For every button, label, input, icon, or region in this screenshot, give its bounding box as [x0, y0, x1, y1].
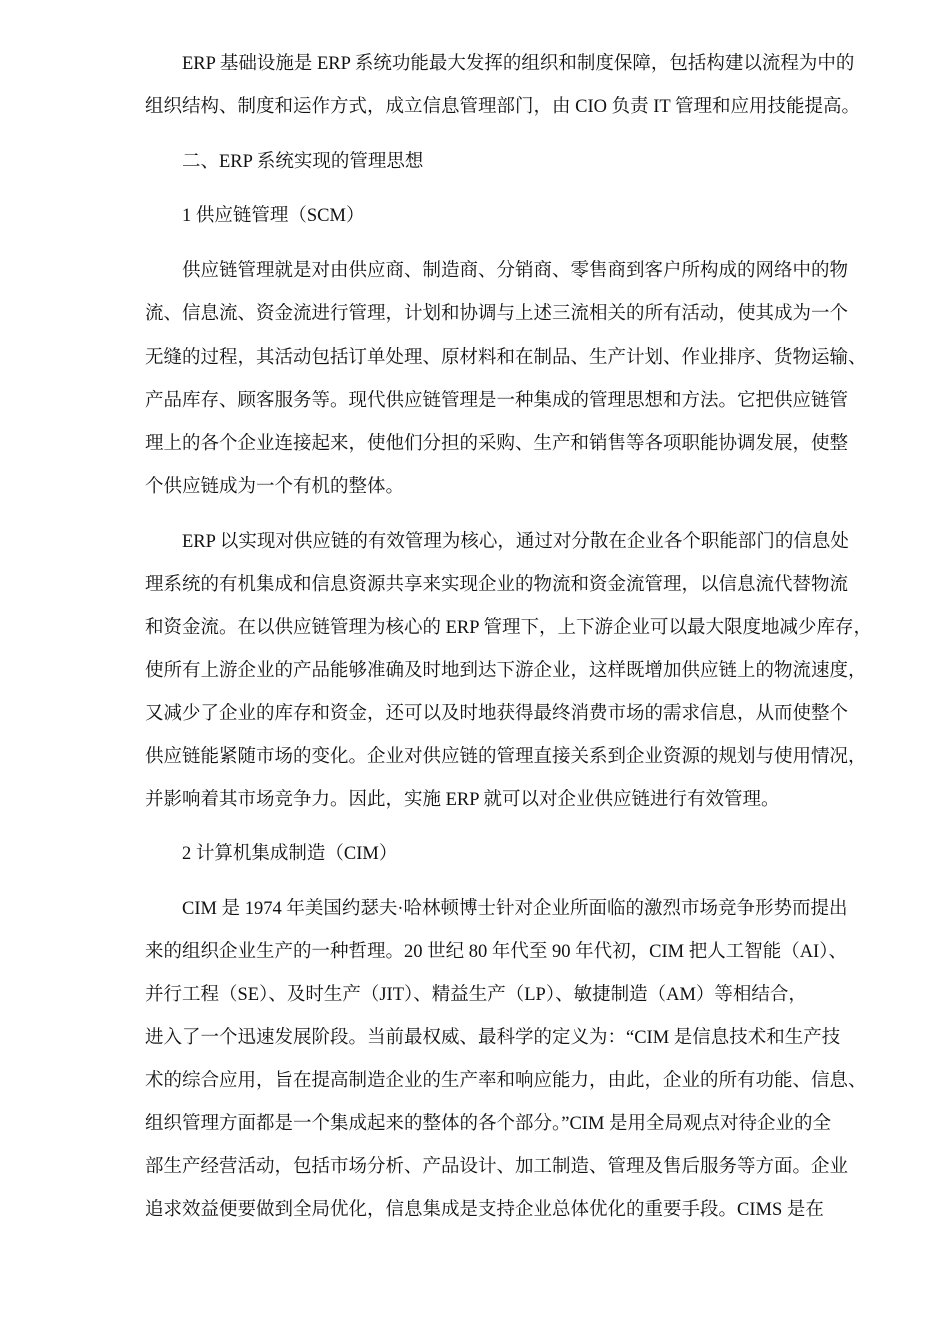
para-cim-line-7: 部生产经营活动，包括市场分析、产品设计、加工制造、管理及售后服务等方面。企业 [145, 1157, 849, 1177]
subheading-cim: 2 计算机集成制造（CIM） [182, 844, 398, 864]
para-erp-scm-line-3: 和资金流。在以供应链管理为核心的 ERP 管理下，上下游企业可以最大限度地减少库存， [145, 618, 872, 638]
para-cim-line-3: 并行工程（SE）、及时生产（JIT）、精益生产（LP）、敏捷制造（AM）等相结合， [145, 985, 807, 1005]
subheading-scm: 1 供应链管理（SCM） [182, 206, 365, 226]
para-erp-scm-line-6: 供应链能紧随市场的变化。企业对供应链的管理直接关系到企业资源的规划与使用情况， [145, 747, 867, 767]
para-erp-scm-line-2: 理系统的有机集成和信息资源共享来实现企业的物流和资金流管理，以信息流代替物流 [145, 575, 849, 595]
para-erp-infrastructure-line-2: 组织结构、制度和运作方式，成立信息管理部门，由 CIO 负责 IT 管理和应用技能提高。 [145, 97, 860, 117]
para-erp-scm-line-7: 并影响着其市场竞争力。因此，实施 ERP 就可以对企业供应链进行有效管理。 [145, 790, 780, 810]
para-cim-line-8: 追求效益便要做到全局优化，信息集成是支持企业总体优化的重要手段。CIMS 是在 [145, 1200, 824, 1220]
para-cim-line-1: CIM 是 1974 年美国约瑟夫·哈林顿博士针对企业所面临的激烈市场竞争形势而提出 [182, 899, 848, 919]
para-scm-line-4: 产品库存、顾客服务等。现代供应链管理是一种集成的管理思想和方法。它把供应链管 [145, 391, 849, 411]
section-heading-management-ideas: 二、ERP 系统实现的管理思想 [182, 152, 424, 172]
para-scm-line-5: 理上的各个企业连接起来，使他们分担的采购、生产和销售等各项职能协调发展，使整 [145, 434, 849, 454]
para-scm-line-6: 个供应链成为一个有机的整体。 [145, 477, 405, 497]
para-cim-line-5: 术的综合应用，旨在提高制造企业的生产率和响应能力，由此，企业的所有功能、信息、 [145, 1071, 867, 1091]
para-erp-scm-line-5: 又减少了企业的库存和资金，还可以及时地获得最终消费市场的需求信息，从而使整个 [145, 704, 849, 724]
para-scm-line-2: 流、信息流、资金流进行管理，计划和协调与上述三流相关的所有活动，使其成为一个 [145, 304, 849, 324]
para-erp-scm-line-4: 使所有上游企业的产品能够准确及时地到达下游企业，这样既增加供应链上的物流速度， [145, 661, 867, 681]
para-scm-line-1: 供应链管理就是对由供应商、制造商、分销商、零售商到客户所构成的网络中的物 [182, 261, 849, 281]
para-cim-line-2: 来的组织企业生产的一种哲理。20 世纪 80 年代至 90 年代初，CIM 把人工智能（AI）、 [145, 942, 847, 962]
para-erp-scm-line-1: ERP 以实现对供应链的有效管理为核心，通过对分散在企业各个职能部门的信息处 [182, 532, 849, 552]
para-cim-line-6: 组织管理方面都是一个集成起来的整体的各个部分。”CIM 是用全局观点对待企业的全 [145, 1114, 832, 1134]
para-erp-infrastructure-line-1: ERP 基础设施是 ERP 系统功能最大发挥的组织和制度保障，包括构建以流程为中的 [182, 54, 855, 74]
para-scm-line-3: 无缝的过程，其活动包括订单处理、原材料和在制品、生产计划、作业排序、货物运输、 [145, 348, 867, 368]
para-cim-line-4: 进入了一个迅速发展阶段。当前最权威、最科学的定义为：“CIM 是信息技术和生产技 [145, 1028, 841, 1048]
